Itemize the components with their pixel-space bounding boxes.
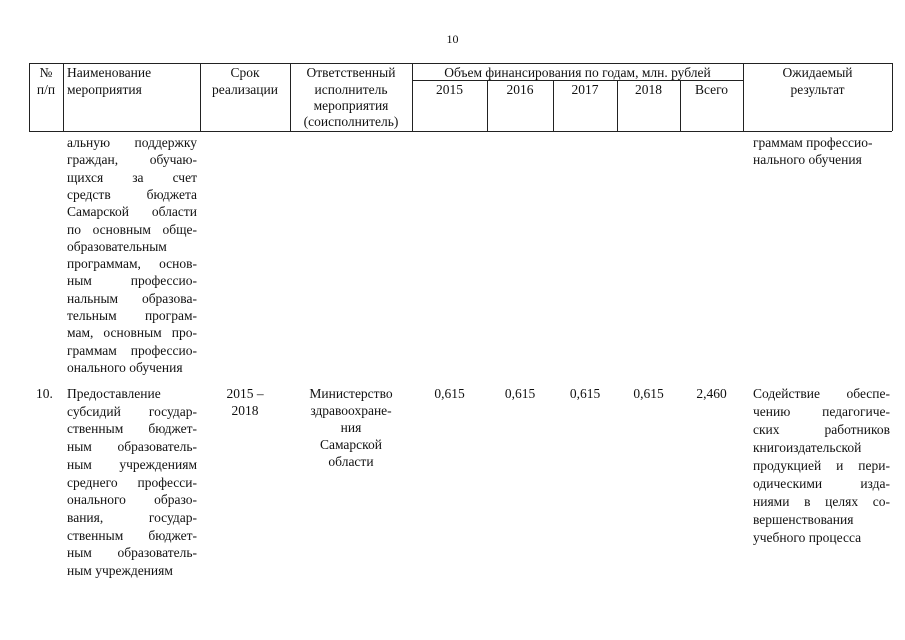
row10-name-line: вания, государ- <box>67 509 197 525</box>
row10-value-2016: 0,615 <box>504 386 536 401</box>
row10-result-line: одическими изда- <box>753 476 890 491</box>
continued-name-line: нальным образова- <box>67 290 197 306</box>
continued-name-line: граждан, обучаю- <box>67 152 197 168</box>
row10-value-2017: 0,615 <box>569 386 601 401</box>
header-total: Всего <box>694 82 729 97</box>
row10-result-line: вершенствования <box>753 512 854 527</box>
row10-value-2015: 0,615 <box>434 386 465 401</box>
header-num-line2: п/п <box>36 82 56 97</box>
header-resp-line1: Ответственный <box>306 65 396 80</box>
row10-name-line: ственным бюджет- <box>67 421 197 437</box>
row10-term-line: 2018 <box>231 403 259 418</box>
header-year-2018: 2018 <box>635 82 662 97</box>
header-year-2017: 2017 <box>571 82 599 97</box>
row10-name-line: среднего професси- <box>67 474 197 490</box>
row10-responsible-line: Самарской <box>319 437 383 452</box>
row10-responsible-line: Министерство <box>309 386 393 401</box>
row10-result-line: продукцией и пери- <box>753 458 890 473</box>
continued-name-line: средств бюджета <box>67 186 197 202</box>
row10-result-line: учебного процесса <box>753 530 862 545</box>
row10-responsible-line: области <box>328 454 374 469</box>
row10-responsible-line: ния <box>340 420 362 435</box>
header-resp-line4: (соисполнитель) <box>303 114 399 129</box>
header-funding: Объем финансирования по годам, млн. рублей <box>444 65 711 80</box>
row10-result-line: книгоиздательской <box>753 440 862 455</box>
row10-name-line: ным учреждениям <box>67 563 173 578</box>
header-resp-line2: исполнитель <box>314 82 388 97</box>
continued-name-line: мам, основным про- <box>67 325 197 341</box>
row10-term-line: 2015 – <box>226 386 264 401</box>
continued-result-line: нального обучения <box>753 152 862 168</box>
header-num-line1: № <box>39 65 53 80</box>
continued-name-line: щихся за счет <box>67 169 197 185</box>
continued-name-line: граммам профессио- <box>67 342 197 358</box>
row10-name-line: ным учреждениям <box>67 456 197 472</box>
header-result-line1: Ожидаемый <box>782 65 853 80</box>
continued-name-line: по основным обще- <box>67 221 197 237</box>
continued-name-line: тельным програм- <box>67 308 197 323</box>
continued-result-line: граммам профессио- <box>753 135 873 150</box>
header-year-2016: 2016 <box>506 82 534 97</box>
header-result-line2: результат <box>790 82 845 97</box>
page-number: 10 <box>446 32 459 46</box>
header-resp-line3: мероприятия <box>313 98 389 113</box>
continued-name-line: онального обучения <box>67 359 183 375</box>
continued-name-line: Самарской области <box>67 204 197 220</box>
row10-result-line: ниями в целях со- <box>753 494 890 509</box>
row10-name-line: субсидий государ- <box>67 403 197 419</box>
header-term-line2: реализации <box>212 82 278 97</box>
row10-responsible-line: здравоохране- <box>310 403 392 418</box>
continued-name-line: альную поддержку <box>67 135 197 150</box>
row10-name-line: ным образователь- <box>67 545 197 561</box>
row10-result-line: чению педагогиче- <box>753 404 890 419</box>
row10-name-line: Предоставление <box>67 386 161 401</box>
header-year-2015: 2015 <box>436 82 463 97</box>
row10-value-2018: 0,615 <box>633 386 664 401</box>
row10-name-line: онального образо- <box>67 492 197 508</box>
row10-result-line: ских работников <box>753 422 890 437</box>
row10-name-line: ным образователь- <box>67 439 197 455</box>
row10-name-line: ственным бюджет- <box>67 527 197 543</box>
row10-result-line: Содействие обеспе- <box>753 386 890 401</box>
header-term-line1: Срок <box>230 65 260 80</box>
header-name-line2: мероприятия <box>67 82 142 97</box>
continued-name-line: программам, основ- <box>67 256 197 272</box>
row10-value-total: 2,460 <box>696 386 727 401</box>
header-name-line1: Наименование <box>67 65 152 80</box>
row10-num: 10. <box>36 386 53 401</box>
continued-name-line: ным профессио- <box>67 273 197 289</box>
continued-name-line: образовательным <box>67 238 167 254</box>
